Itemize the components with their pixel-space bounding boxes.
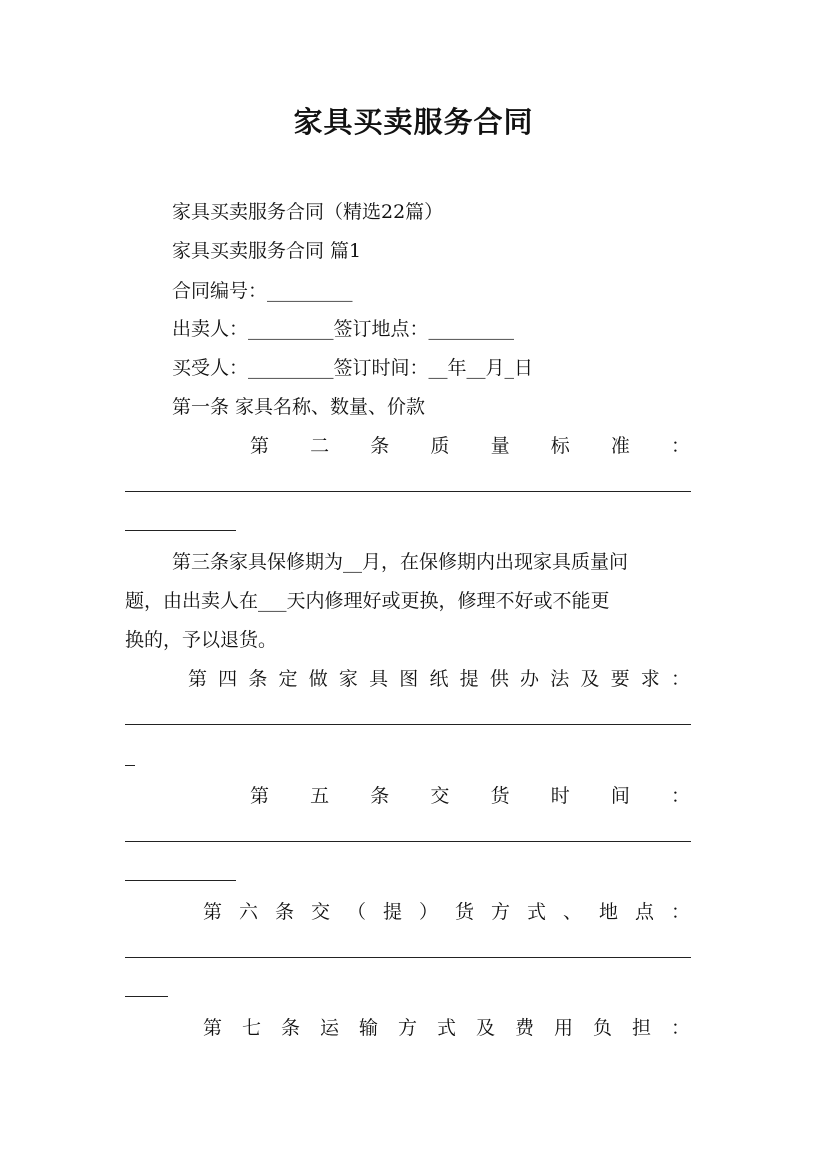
contract-subtitle: 家具买卖服务合同（精选22篇） [172,201,444,223]
article-seven: 第 七 条 运 输 方 式 及 费 用 负 担 ： [203,1017,690,1039]
blank-line [125,880,236,881]
article-three-line1: 第三条家具保修期为__月，在保修期内出现家具质量问 [172,551,629,573]
blank-line [125,491,691,492]
article-six: 第 六 条 交 （ 提 ） 货 方 式 、 地 点 ： [203,901,690,923]
blank-line [125,530,236,531]
blank-line [125,996,168,997]
blank-line [125,957,691,958]
contract-number-line: 合同编号：_________ [172,280,353,302]
article-three-line3: 换的，予以退货。 [125,629,278,651]
blank-line [125,724,691,725]
buyer-line: 买受人：_________签订时间：__年__月_日 [172,357,534,379]
article-four: 第 四 条 定 做 家 具 图 纸 提 供 办 法 及 要 求 ： [188,668,690,690]
blank-line [125,765,135,766]
article-two: 第 二 条 质 量 标 准 ： [250,435,690,457]
seller-line: 出卖人：_________签订地点：_________ [172,318,515,340]
article-five: 第 五 条 交 货 时 间 ： [250,785,690,807]
article-one: 第一条 家具名称、数量、价款 [172,396,426,418]
document-title: 家具买卖服务合同 [293,105,534,139]
article-three-line2: 题，由出卖人在___天内修理好或更换，修理不好或不能更 [125,590,610,612]
contract-section-heading: 家具买卖服务合同 篇1 [172,240,362,262]
blank-line [125,841,691,842]
